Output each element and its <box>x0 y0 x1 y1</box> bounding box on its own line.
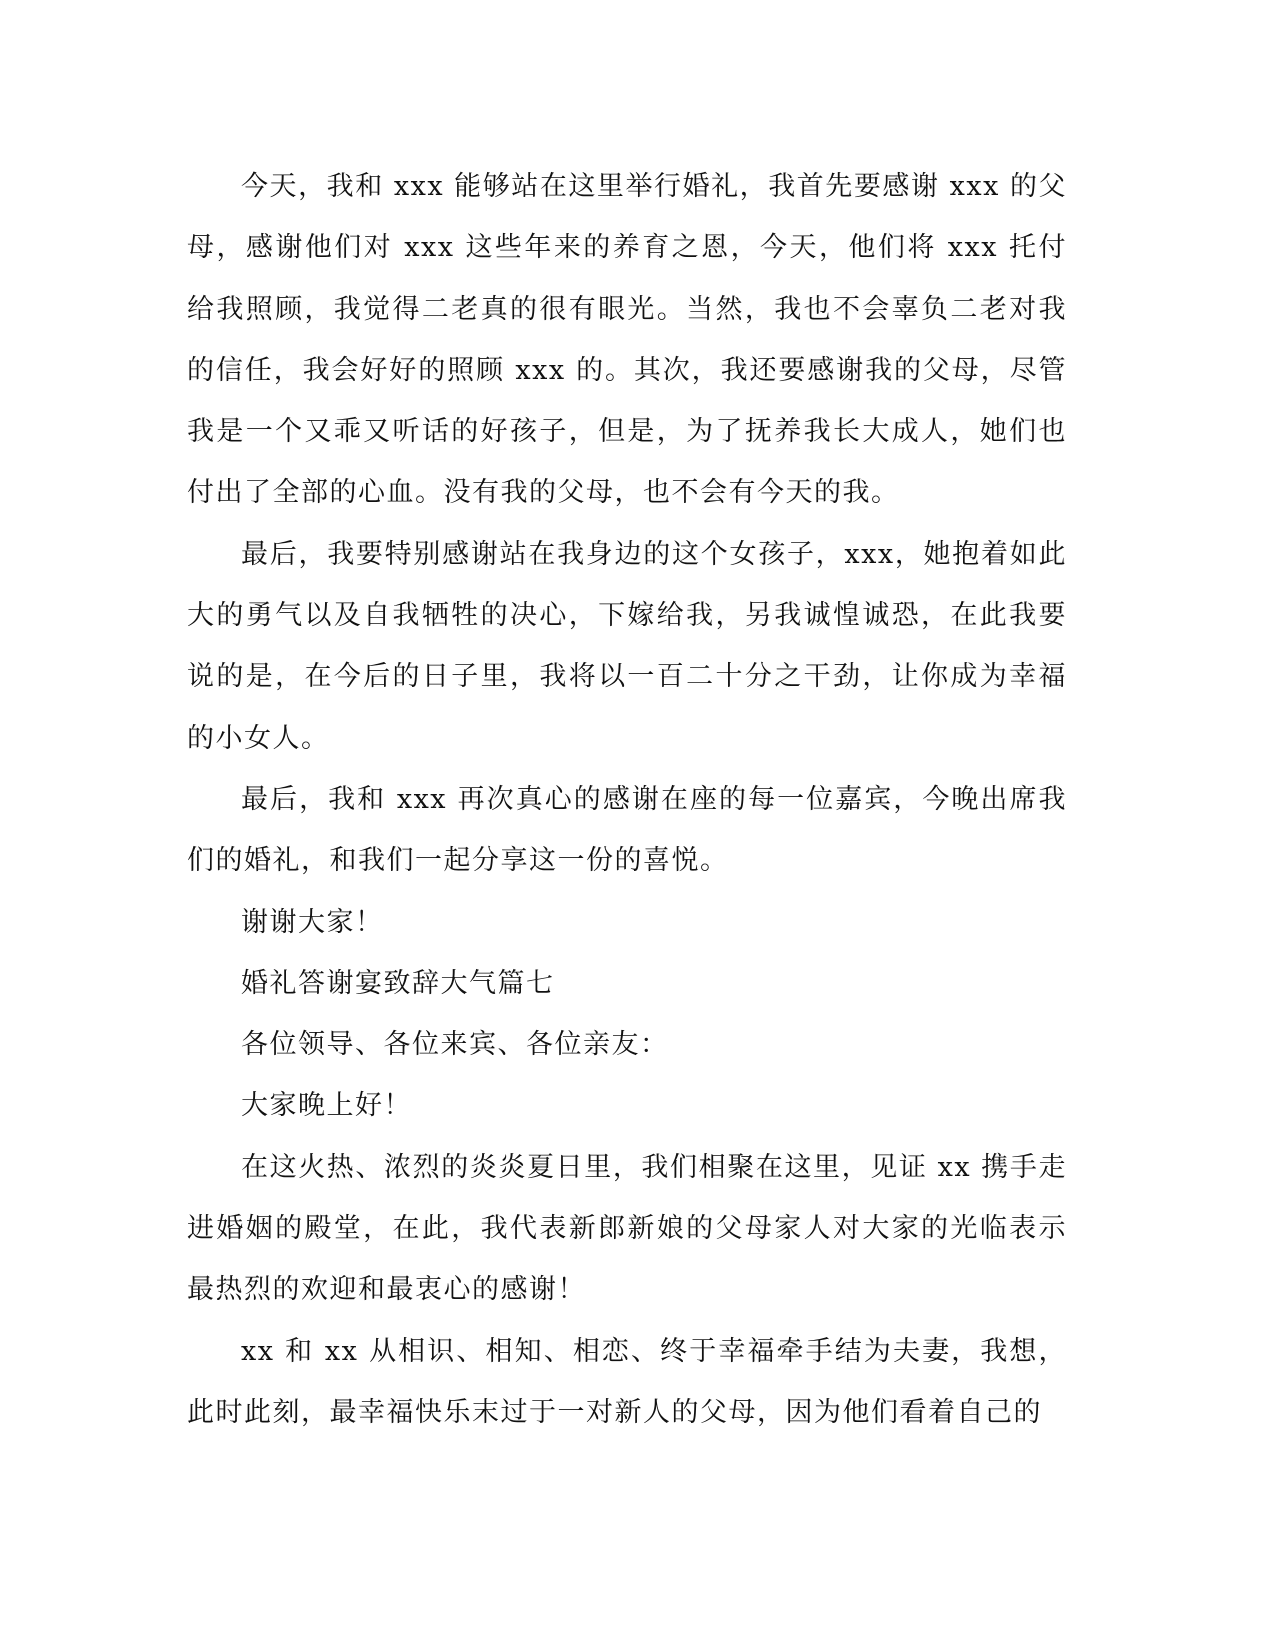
document-body <box>187 156 1067 1443</box>
greeting: 大家晚上好！ <box>241 1090 412 1122</box>
section-heading: 婚礼答谢宴致辞大气篇七 <box>241 967 555 999</box>
salutation: 各位领导、各位来宾、各位亲友： <box>241 1029 669 1061</box>
paragraph-thank-you-all: 谢谢大家！ <box>241 906 384 938</box>
paragraph-thanks-parents: 今天，我和 xxx 能够站在这里举行婚礼，我首先要感谢 xxx 的父母，感谢他们对 xxx 这些年来的养育之恩，今天，他们将 xxx 托付给我照顾，我觉得二老真的很有眼光。当然，我也不会辜负二老对我的信任，我会好好的照顾 xxx 的。其次，我还要感谢我的父母，尽管我是一个又乖又听话的好孩子，但是，为了抚养我长大成人，她们也付出了全部的心血。没有我的父母，也不会有今天的我。 <box>187 171 1067 509</box>
paragraph-thanks-guests: 最后，我和 xxx 再次真心的感谢在座的每一位嘉宾，今晚出席我们的婚礼，和我们一起分享这一份的喜悦。 <box>187 783 1067 877</box>
paragraph-couple: xx 和 xx 从相识、相知、相恋、终于幸福牵手结为夫妻，我想，此时此刻，最幸福快乐末过于一对新人的父母，因为他们看着自己的 <box>187 1335 1067 1428</box>
paragraph-welcome: 在这火热、浓烈的炎炎夏日里，我们相聚在这里，见证 xx 携手走进婚姻的殿堂，在此，我代表新郎新娘的父母家人对大家的光临表示最热烈的欢迎和最衷心的感谢！ <box>187 1151 1067 1306</box>
paragraph-thanks-bride: 最后，我要特别感谢站在我身边的这个女孩子，xxx，她抱着如此大的勇气以及自我牺牲的决心，下嫁给我，另我诚惶诚恐，在此我要说的是，在今后的日子里，我将以一百二十分之干劲，让你成为幸福的小女人。 <box>187 538 1067 754</box>
